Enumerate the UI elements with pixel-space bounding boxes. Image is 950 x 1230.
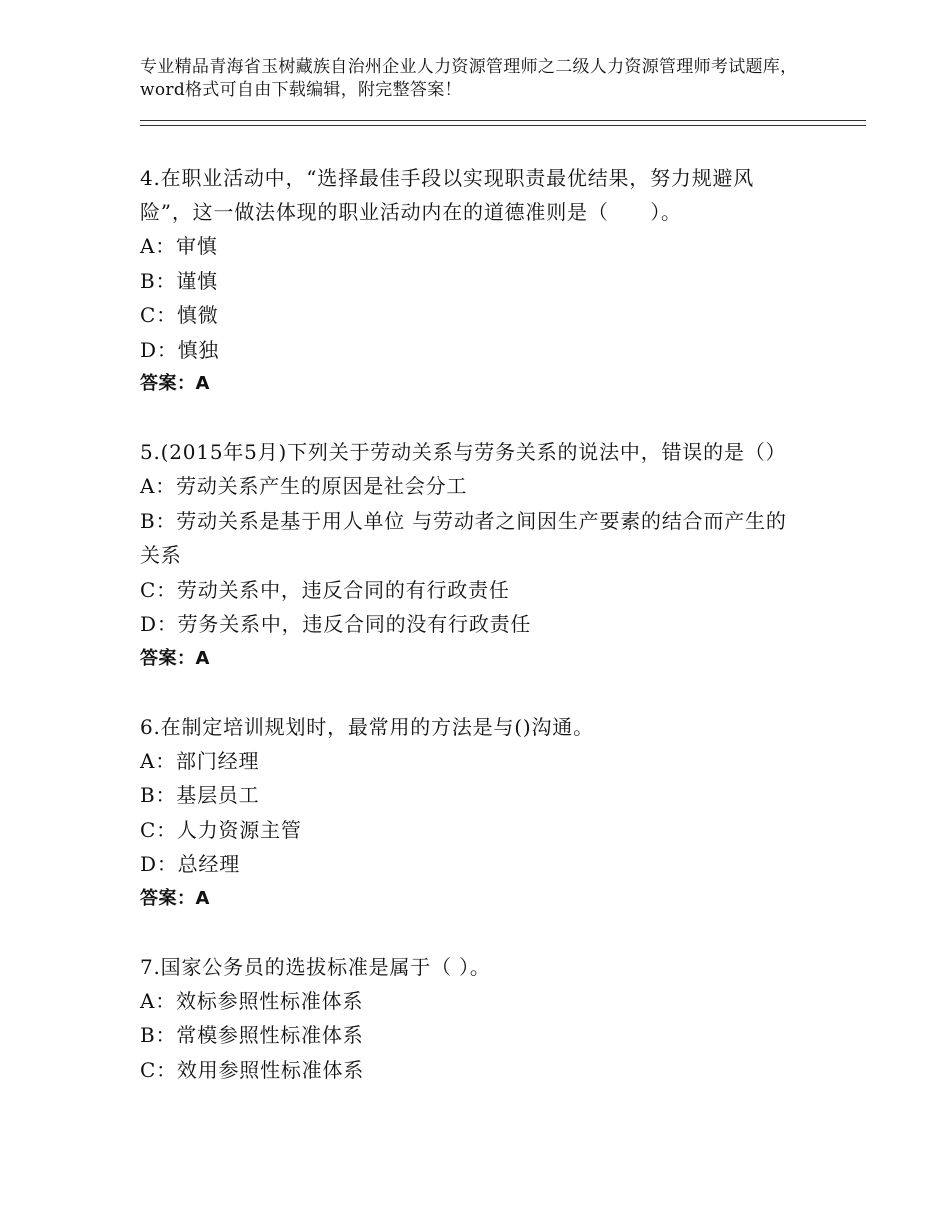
option-a: A：劳动关系产生的原因是社会分工: [140, 474, 468, 498]
option-a: A：审慎: [140, 234, 218, 258]
question-stem: 5.(2015年5月)下列关于劳动关系与劳务关系的说法中，错误的是（）: [140, 440, 787, 464]
option-c: C：劳动关系中，违反合同的有行政责任: [140, 577, 510, 602]
option-c: C：人力资源主管: [140, 817, 302, 842]
question-stem: 7.国家公务员的选拔标准是属于（ ）。: [140, 954, 491, 979]
option-b: B：常模参照性标准体系: [140, 1023, 364, 1047]
option-c: C：效用参照性标准体系: [140, 1057, 365, 1082]
header-divider: [140, 120, 866, 126]
question-list: [140, 161, 860, 1121]
option-b: B：基层员工: [140, 783, 260, 807]
option-b: B：谨慎: [140, 268, 218, 293]
question-stem: 4.在职业活动中，“选择最佳手段以实现职责最优结果，努力规避风险”，这一做法体现的职业活动内在的道德准则是（ ）。: [140, 166, 755, 224]
answer-line: 答案：A: [140, 647, 210, 669]
question-7: [140, 950, 860, 1088]
option-a: A：部门经理: [140, 748, 260, 773]
question-6: [140, 710, 860, 916]
document-header: 专业精品青海省玉树藏族自治州企业人力资源管理师之二级人力资源管理师考试题库，word格式可自由下载编辑，附完整答案！: [140, 57, 798, 100]
option-d: D：慎独: [140, 337, 220, 362]
question-stem: 6.在制定培训规划时，最常用的方法是与()沟通。: [140, 714, 594, 739]
option-d: D：总经理: [140, 852, 241, 876]
answer-line: 答案：A: [140, 373, 210, 394]
option-a: A：效标参照性标准体系: [140, 988, 364, 1013]
document-page: [140, 0, 868, 1230]
answer-line: 答案：A: [140, 887, 210, 909]
option-b: B：劳动关系是基于用人单位 与劳动者之间因生产要素的结合而产生的关系: [140, 508, 787, 567]
option-c: C：慎微: [140, 303, 219, 327]
question-5: [140, 435, 860, 676]
question-4: [140, 161, 860, 401]
option-d: D：劳务关系中，违反合同的没有行政责任: [140, 612, 532, 636]
